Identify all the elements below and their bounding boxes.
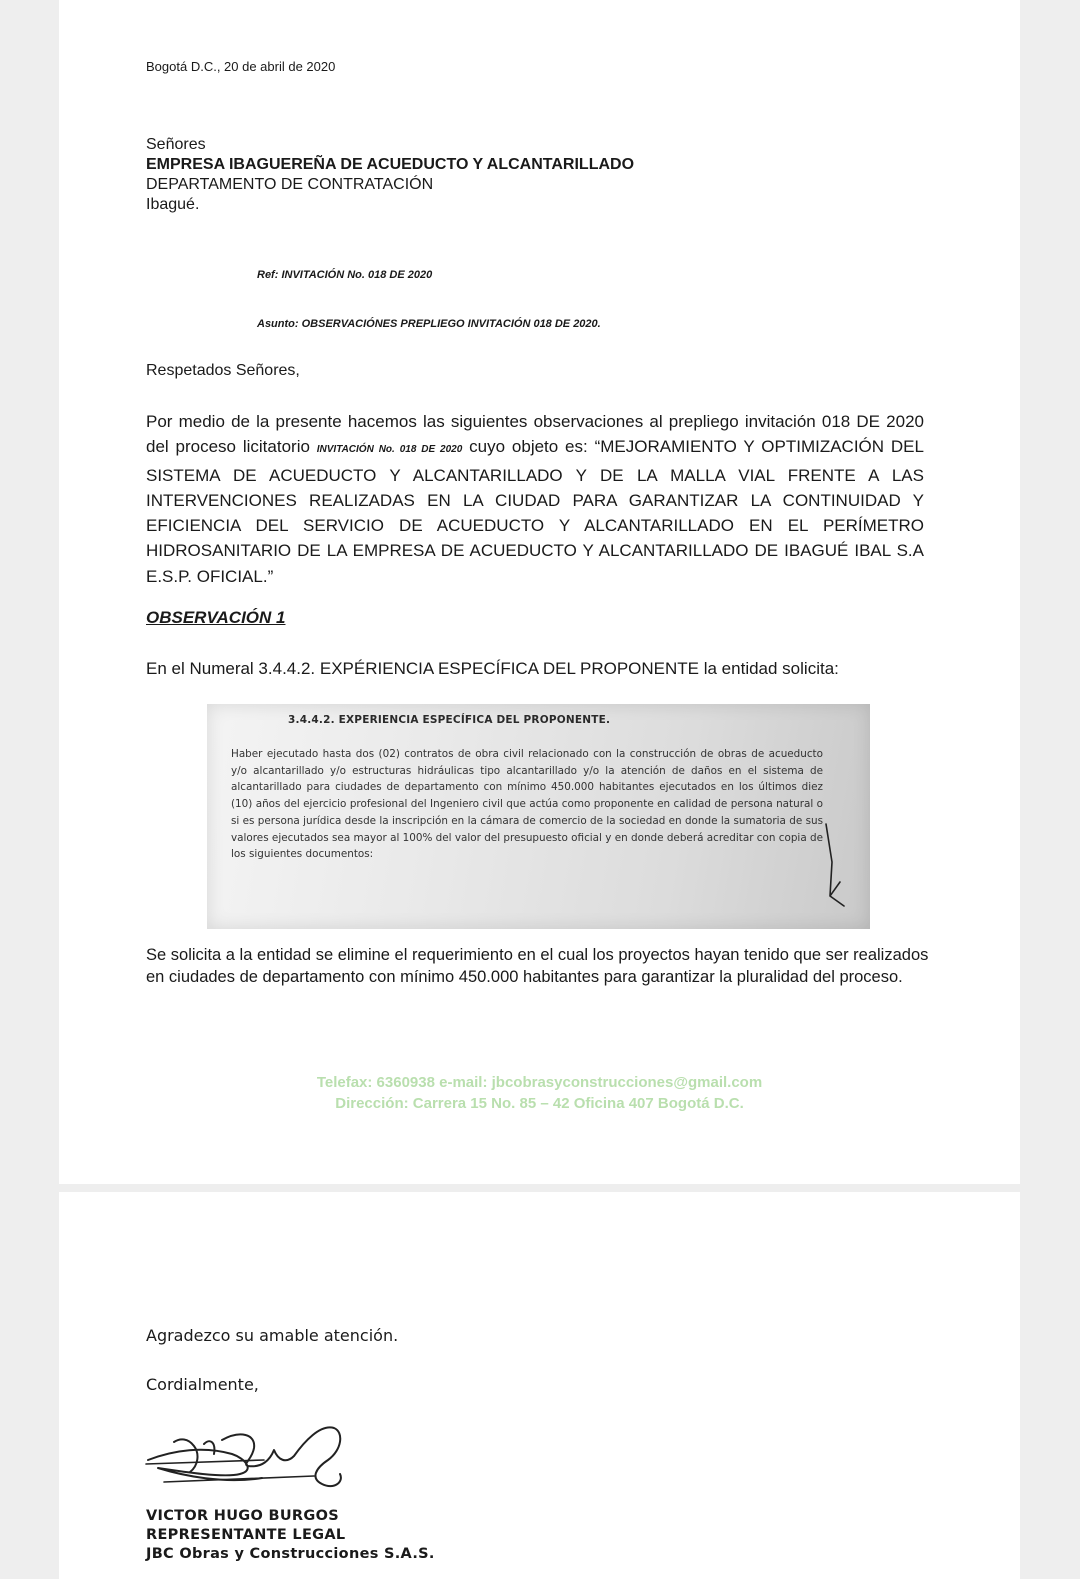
excerpt-title: 3.4.4.2. EXPERIENCIA ESPECÍFICA DEL PROPONENTE. — [288, 714, 611, 726]
subject-line: Asunto: OBSERVACIÓNES PREPLIEGO INVITACIÓN 018 DE 2020. — [257, 318, 601, 330]
page-2 — [59, 1192, 1020, 1579]
signatory-name: VICTOR HUGO BURGOS — [146, 1508, 339, 1524]
signature-icon — [144, 1420, 349, 1492]
reference-line: Ref: INVITACIÓN No. 018 DE 2020 — [257, 269, 433, 281]
signature-block — [146, 1507, 435, 1564]
intro-text-2: cuyo objeto es: “MEJORAMIENTO Y OPTIMIZACIÓN DEL SISTEMA DE ACUEDUCTO Y ALCANTARILLADO Y DE LA MALLA VIAL FRENTE A LAS INTERVENCIONES REALIZADAS EN LA CIUDAD PARA GARANTIZAR LA CONTINUIDAD Y EFICIENCIA DEL SERVICIO DE ACUEDUCTO Y ALCANTARILLADO EN EL PERÍMETRO HIDROSANITARIO DE LA EMPRESA DE ACUEDUCTO Y ALCANTARILLADO DE IBAGUÉ IBAL S.A E.S.P. OFICIAL.” — [146, 437, 924, 586]
page-1 — [59, 0, 1020, 1184]
intro-ref: INVITACIÓN No. 018 DE 2020 — [316, 444, 463, 456]
recipient-company: EMPRESA IBAGUEREÑA DE ACUEDUCTO Y ALCANTARILLADO — [146, 156, 635, 173]
excerpt-scan — [207, 704, 870, 929]
observation-intro: En el Numeral 3.4.4.2. EXPÉRIENCIA ESPECÍFICA DEL PROPONENTE la entidad solicita: — [146, 659, 839, 678]
request-paragraph: Se solicita a la entidad se elimine el requerimiento en el cual los proyectos hayan tenido que ser realizados en ciudades de departamento con mínimo 450.000 habitantes para garantizar la pluralidad del proceso. — [146, 946, 929, 986]
closing-regards: Cordialmente, — [146, 1375, 259, 1394]
signatory-company: JBC Obras y Construcciones S.A.S. — [146, 1546, 435, 1562]
signatory-title: REPRESENTANTE LEGAL — [146, 1527, 346, 1543]
recipient-city: Ibagué. — [146, 196, 200, 213]
footer-contact: Telefax: 6360938 e-mail: jbcobrasyconstrucciones@gmail.com — [316, 1074, 763, 1091]
recipient-block — [146, 135, 846, 215]
closing-thanks: Agradezco su amable atención. — [146, 1326, 399, 1345]
intro-paragraph — [146, 409, 924, 589]
footer-address: Dirección: Carrera 15 No. 85 – 42 Oficina 407 Bogotá D.C. — [335, 1095, 744, 1112]
observation-title: OBSERVACIÓN 1 — [146, 608, 286, 627]
place-date: Bogotá D.C., 20 de abril de 2020 — [146, 59, 336, 74]
recipient-department: DEPARTAMENTO DE CONTRATACIÓN — [146, 176, 434, 193]
greeting: Respetados Señores, — [146, 362, 300, 379]
recipient-salutation: Señores — [146, 136, 206, 153]
intro-text-1: Por medio de la presente hacemos las siguientes observaciones al prepliego invitación 018 DE 2020 del proceso licitatorio — [146, 412, 924, 457]
excerpt-body: Haber ejecutado hasta dos (02) contratos de obra civil relacionado con la construcción de obras de acueducto y/o alcantarillado y/o estructuras hidráulicas tipo alcantarillado y/o la atención de daños en el sistema de alcantarillado para ciudades de departamento con mínimo 450.000 habitantes ejecutados en los últimos diez (10) años del ejercicio profesional del Ingeniero civil que actúa como proponente en calidad de persona natural o si es persona jurídica desde la inscripción en la cámara de comercio de la sociedad en donde la sumatoria de sus valores ejecutados sea mayor al 100% del valor del presupuesto oficial y en donde deberá acreditar con copia de los siguientes documentos: — [231, 748, 823, 861]
handwritten-mark-icon — [818, 822, 848, 908]
